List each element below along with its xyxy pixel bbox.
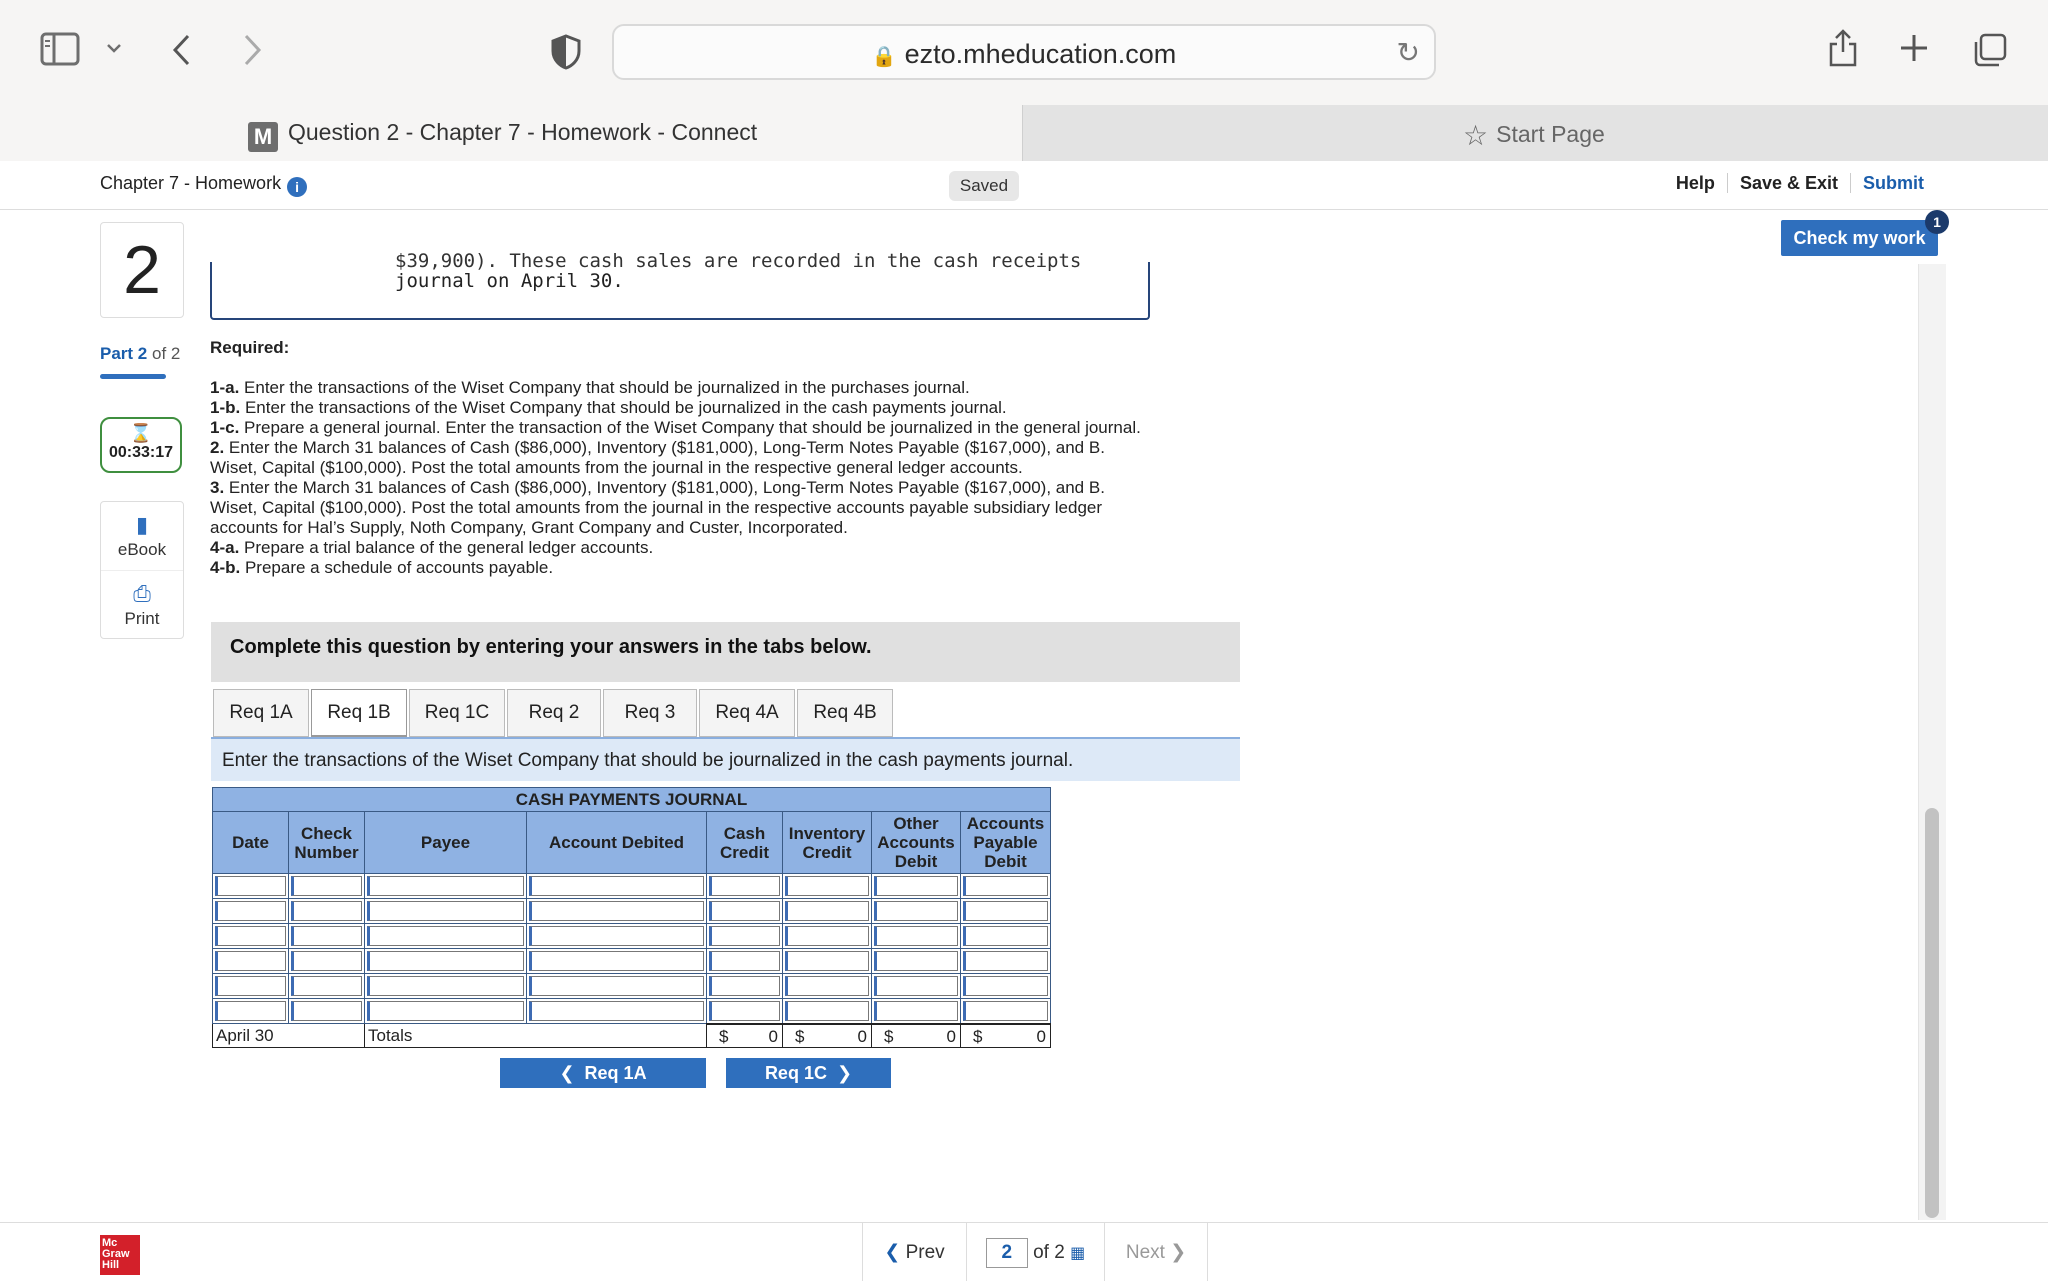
date-input[interactable] xyxy=(215,1001,286,1021)
submit-link[interactable]: Submit xyxy=(1850,173,1936,193)
address-bar[interactable] xyxy=(612,24,1436,80)
requirement-text: Prepare a general journal. Enter the transaction of the Wiset Company that should be journalized in the general journal. xyxy=(239,418,1141,437)
payee-input[interactable] xyxy=(367,901,524,921)
total-other-debit xyxy=(872,1024,961,1048)
requirement-item xyxy=(210,558,1150,578)
other-debit-input[interactable] xyxy=(874,1001,958,1021)
payee-input[interactable] xyxy=(367,876,524,896)
tab-overview-icon[interactable] xyxy=(1972,32,2008,74)
journal-entry-row xyxy=(213,924,1051,949)
inventory-credit-input[interactable] xyxy=(785,951,869,971)
star-icon: ☆ xyxy=(1463,120,1489,151)
requirements-list xyxy=(210,378,1150,578)
check-number-input[interactable] xyxy=(291,926,362,946)
requirement-id: 1-b. xyxy=(210,398,241,417)
ap-debit-input[interactable] xyxy=(963,976,1048,996)
url-text: ezto.mheducation.com xyxy=(904,39,1177,69)
scrollbar-thumb[interactable] xyxy=(1925,808,1939,1218)
date-input[interactable] xyxy=(215,951,286,971)
col-check-l1: Check xyxy=(300,823,353,843)
print-button[interactable] xyxy=(101,570,183,638)
help-link[interactable]: Help xyxy=(1675,173,1715,193)
requirement-text: Prepare a schedule of accounts payable. xyxy=(240,558,554,577)
breadcrumb xyxy=(100,173,307,197)
timer[interactable] xyxy=(100,417,182,473)
total-value: 0 xyxy=(768,1026,778,1046)
part-label: Part 2 xyxy=(100,344,148,363)
page-number-input[interactable]: 2 xyxy=(986,1238,1028,1268)
timer-text: 00:33:17 xyxy=(108,444,174,461)
ebook-label: eBook xyxy=(117,540,167,559)
tab-req-1c[interactable]: Req 1C xyxy=(409,689,505,737)
book-icon: ▮ xyxy=(135,512,149,537)
requirement-item xyxy=(210,478,1150,538)
account-debited-input[interactable] xyxy=(529,876,704,896)
journal-entry-row xyxy=(213,999,1051,1024)
date-input[interactable] xyxy=(215,901,286,921)
mcgraw-hill-logo xyxy=(100,1235,140,1275)
check-number-input[interactable] xyxy=(291,976,362,996)
total-ap-debit xyxy=(961,1024,1051,1048)
cash-credit-input[interactable] xyxy=(709,926,780,946)
requirement-id: 1-c. xyxy=(210,418,240,437)
chevron-down-icon[interactable] xyxy=(104,38,124,62)
col-date: Date xyxy=(213,812,289,874)
part-indicator xyxy=(100,344,184,364)
date-input[interactable] xyxy=(215,926,286,946)
tab-title-text: Question 2 - Chapter 7 - Homework - Connect xyxy=(288,119,758,145)
next-req-button[interactable] xyxy=(726,1058,891,1088)
requirement-id: 1-a. xyxy=(210,378,240,397)
ap-debit-input[interactable] xyxy=(963,951,1048,971)
sidebar-toggle-icon[interactable] xyxy=(40,32,80,72)
payee-input[interactable] xyxy=(367,976,524,996)
requirement-text: Prepare a trial balance of the general ledger accounts. xyxy=(239,538,654,557)
inventory-credit-input[interactable] xyxy=(785,901,869,921)
other-debit-input[interactable] xyxy=(874,926,958,946)
printer-icon: ⎙ xyxy=(133,581,151,606)
next-req-label: Req 1C xyxy=(764,1063,827,1083)
date-input[interactable] xyxy=(215,876,286,896)
app-header xyxy=(0,162,2048,210)
forward-icon[interactable] xyxy=(240,32,264,74)
currency-sign: $ xyxy=(719,1026,729,1046)
account-debited-input[interactable] xyxy=(529,951,704,971)
tab-req-3[interactable]: Req 3 xyxy=(603,689,697,737)
next-button[interactable] xyxy=(1104,1223,1208,1281)
chevron-right-icon: ❯ xyxy=(1170,1242,1187,1263)
browser-tab-start-page[interactable] xyxy=(1022,105,2048,161)
page-of: of 2 xyxy=(1033,1242,1065,1263)
cash-credit-input[interactable] xyxy=(709,1001,780,1021)
chevron-left-icon: ❮ xyxy=(559,1063,575,1083)
col-inv-l2: Credit xyxy=(802,842,852,862)
start-page-text: Start Page xyxy=(1496,121,1605,147)
col-inventory-credit xyxy=(783,812,872,874)
total-inventory-credit xyxy=(783,1024,872,1048)
grid-icon[interactable]: ▦ xyxy=(1070,1245,1086,1262)
payee-input[interactable] xyxy=(367,951,524,971)
requirement-text: Enter the transactions of the Wiset Company that should be journalized in the cash payments journal. xyxy=(240,398,1007,417)
other-debit-input[interactable] xyxy=(874,876,958,896)
journal-entry-row xyxy=(213,874,1051,899)
check-number-input[interactable] xyxy=(291,951,362,971)
answer-instruction: Complete this question by entering your answers in the tabs below. xyxy=(230,636,872,658)
currency-sign: $ xyxy=(884,1026,894,1046)
requirement-item xyxy=(210,398,1150,418)
col-cash-credit xyxy=(707,812,783,874)
question-number: 2 xyxy=(100,222,184,318)
logo-line: Mc xyxy=(102,1237,118,1249)
prev-button[interactable] xyxy=(862,1223,966,1281)
new-tab-icon[interactable] xyxy=(1898,32,1930,70)
shield-icon[interactable] xyxy=(550,34,582,76)
page-selector[interactable] xyxy=(966,1223,1104,1281)
tab-bar xyxy=(0,105,2048,161)
col-cash-l1: Cash xyxy=(723,823,766,843)
col-inv-l1: Inventory xyxy=(788,823,866,843)
requirement-id: 4-b. xyxy=(210,558,241,577)
tab-prompt-bar xyxy=(211,737,1240,781)
cash-credit-input[interactable] xyxy=(709,901,780,921)
prev-req-button[interactable] xyxy=(500,1058,706,1088)
other-debit-input[interactable] xyxy=(874,951,958,971)
inventory-credit-input[interactable] xyxy=(785,926,869,946)
ap-debit-input[interactable] xyxy=(963,1001,1048,1021)
requirement-text: Enter the March 31 balances of Cash ($86,000), Inventory ($181,000), Long-Term Notes Payable ($167,000), and B. Wiset, Capital ($100,000). Post the total amounts from the journal in the respective general ledger accounts. xyxy=(210,438,1105,477)
col-other-l2: Accounts xyxy=(877,833,955,852)
ebook-button[interactable] xyxy=(101,502,183,570)
cash-credit-input[interactable] xyxy=(709,876,780,896)
col-check-l2: Number xyxy=(294,842,359,862)
requirement-id: 2. xyxy=(210,438,225,457)
col-other-l1: Other xyxy=(893,814,939,833)
next-label: Next xyxy=(1125,1242,1165,1263)
saved-status-badge: Saved xyxy=(949,171,1019,201)
payee-input[interactable] xyxy=(367,926,524,946)
col-other-accounts-debit xyxy=(872,812,961,874)
totals-date: April 30 xyxy=(213,1024,365,1048)
tab-prompt: Enter the transactions of the Wiset Company that should be journalized in the cash payments journal. xyxy=(222,750,1074,771)
currency-sign: $ xyxy=(973,1026,983,1046)
tab-req-1a[interactable]: Req 1A xyxy=(213,689,309,737)
check-my-work-button[interactable]: Check my work xyxy=(1781,220,1938,256)
requirement-item xyxy=(210,418,1150,438)
problem-last-line: journal on April 30. xyxy=(395,270,624,292)
requirement-item xyxy=(210,538,1150,558)
lock-icon: 🔒 xyxy=(871,46,897,68)
browser-tab-active[interactable] xyxy=(0,105,1022,161)
answer-instruction-bar xyxy=(211,622,1240,682)
tab-req-1b[interactable]: Req 1B xyxy=(311,689,407,737)
check-count-badge: 1 xyxy=(1925,210,1949,234)
journal-entry-row xyxy=(213,899,1051,924)
col-ap-l3: Debit xyxy=(984,852,1027,871)
reload-icon[interactable]: ↻ xyxy=(1396,37,1420,68)
ap-debit-input[interactable] xyxy=(963,926,1048,946)
col-check-number xyxy=(289,812,365,874)
required-heading: Required: xyxy=(210,338,290,357)
totals-row xyxy=(213,1024,1051,1048)
logo-line: Hill xyxy=(102,1259,120,1271)
date-input[interactable] xyxy=(215,976,286,996)
tools-panel xyxy=(100,501,184,639)
col-ap-l1: Accounts xyxy=(966,814,1045,833)
requirement-id: 3. xyxy=(210,478,225,497)
total-value: 0 xyxy=(857,1026,867,1046)
chevron-right-icon: ❯ xyxy=(836,1063,853,1083)
other-debit-input[interactable] xyxy=(874,901,958,921)
prev-label: Prev xyxy=(905,1242,945,1263)
chevron-left-icon: ❮ xyxy=(884,1242,901,1263)
save-exit-link[interactable]: Save & Exit xyxy=(1727,173,1850,193)
journal-title: CASH PAYMENTS JOURNAL xyxy=(213,788,1051,812)
check-number-input[interactable] xyxy=(291,901,362,921)
requirement-item xyxy=(210,438,1150,478)
problem-cut-line: $39,900). These cash sales are recorded in the cash receipts xyxy=(395,250,1082,272)
print-label: Print xyxy=(124,609,160,628)
cash-payments-journal xyxy=(212,787,1051,1048)
col-cash-l2: Credit xyxy=(719,842,770,862)
header-links xyxy=(1664,173,1936,194)
footer xyxy=(0,1222,2048,1280)
share-icon[interactable] xyxy=(1826,28,1860,74)
left-rail xyxy=(100,222,184,639)
back-icon[interactable] xyxy=(170,32,194,74)
currency-sign: $ xyxy=(795,1026,805,1046)
tab-req-2[interactable]: Req 2 xyxy=(507,689,601,737)
cash-credit-input[interactable] xyxy=(709,976,780,996)
check-number-input[interactable] xyxy=(291,1001,362,1021)
col-payee: Payee xyxy=(365,812,527,874)
ap-debit-input[interactable] xyxy=(963,901,1048,921)
problem-text-box xyxy=(210,250,1150,320)
mcgraw-favicon-icon: M xyxy=(248,122,278,152)
check-number-input[interactable] xyxy=(291,876,362,896)
col-account-debited: Account Debited xyxy=(527,812,707,874)
requirement-id: 4-a. xyxy=(210,538,240,557)
part-of: of 2 xyxy=(151,344,181,363)
inventory-credit-input[interactable] xyxy=(785,1001,869,1021)
payee-input[interactable] xyxy=(367,1001,524,1021)
tab-req-4a[interactable]: Req 4A xyxy=(699,689,795,737)
total-value: 0 xyxy=(1036,1026,1046,1046)
part-progress-bar xyxy=(100,374,166,379)
info-icon[interactable]: i xyxy=(287,177,307,197)
inventory-credit-input[interactable] xyxy=(785,976,869,996)
account-debited-input[interactable] xyxy=(529,901,704,921)
inventory-credit-input[interactable] xyxy=(785,876,869,896)
totals-label: Totals xyxy=(365,1024,707,1048)
hourglass-icon: ⌛ xyxy=(129,423,153,443)
col-other-l3: Debit xyxy=(894,852,938,871)
account-debited-input[interactable] xyxy=(529,1001,704,1021)
requirement-item xyxy=(210,378,1150,398)
account-debited-input[interactable] xyxy=(529,976,704,996)
requirement-text: Enter the transactions of the Wiset Company that should be journalized in the purchases journal. xyxy=(239,378,970,397)
other-debit-input[interactable] xyxy=(874,976,958,996)
total-value: 0 xyxy=(946,1026,956,1046)
browser-toolbar xyxy=(0,0,2048,105)
tab-req-4b[interactable]: Req 4B xyxy=(797,689,893,737)
ap-debit-input[interactable] xyxy=(963,876,1048,896)
journal-entry-row xyxy=(213,974,1051,999)
logo-line: Graw xyxy=(102,1248,130,1260)
total-cash-credit xyxy=(707,1024,783,1048)
col-ap-l2: Payable xyxy=(973,833,1038,852)
prev-req-label: Req 1A xyxy=(584,1063,647,1083)
journal-entry-row xyxy=(213,949,1051,974)
breadcrumb-text: Chapter 7 - Homework xyxy=(100,173,282,193)
account-debited-input[interactable] xyxy=(529,926,704,946)
col-accounts-payable-debit xyxy=(961,812,1051,874)
requirement-text: Enter the March 31 balances of Cash ($86,000), Inventory ($181,000), Long-Term Notes Payable ($167,000), and B. Wiset, Capital ($100,000). Post the total amounts from the journal in the respective accounts payable subsidiary ledger accounts for Hal’s Supply, Noth Company, Grant Company and Custer, Incorporated. xyxy=(210,478,1105,537)
cash-credit-input[interactable] xyxy=(709,951,780,971)
